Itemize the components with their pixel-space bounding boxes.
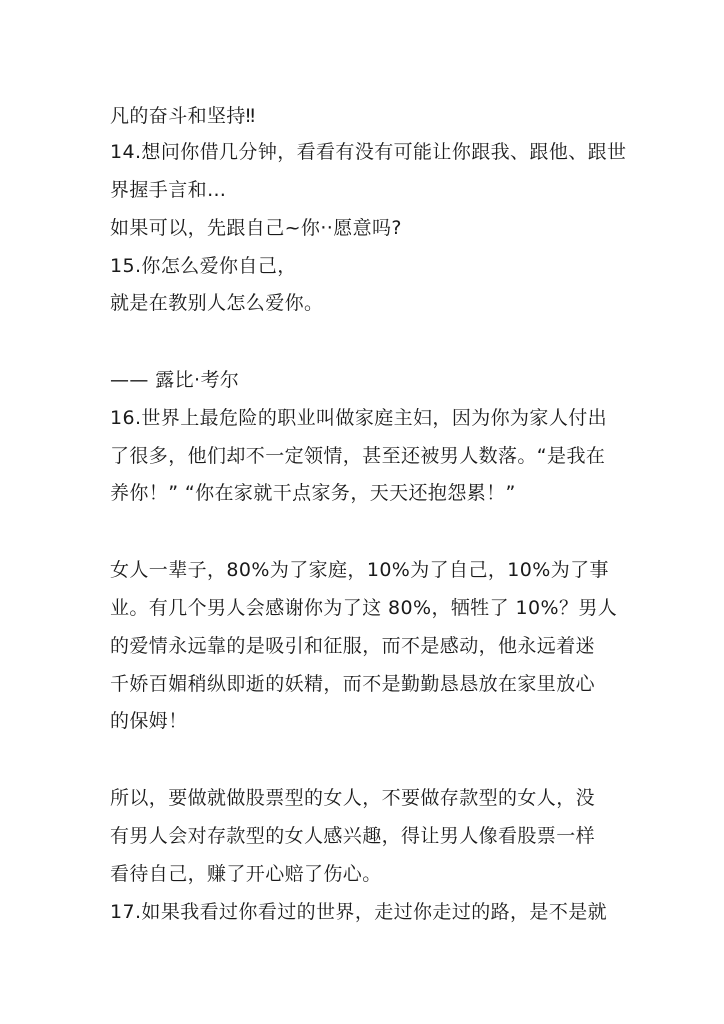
text-line: 业。有几个男人会感谢你为了这 80%，牺牲了 10%？男人 bbox=[110, 597, 618, 619]
text-line: 16.世界上最危险的职业叫做家庭主妇，因为你为家人付出 bbox=[110, 407, 608, 429]
text-line: 的保姆！ bbox=[110, 710, 188, 732]
text-line: 14.想问你借几分钟，看看有没有可能让你跟我、跟他、跟世 bbox=[110, 141, 627, 163]
text-line: 17.如果我看过你看过的世界，走过你走过的路，是不是就 bbox=[110, 901, 608, 923]
text-line: 凡的奋斗和坚持‼ bbox=[110, 105, 256, 127]
text-line: 就是在教别人怎么爱你。 bbox=[110, 292, 324, 314]
text-line: 的爱情永远靠的是吸引和征服，而不是感动，他永远着迷 bbox=[110, 635, 596, 657]
text-line: 养你！” “你在家就干点家务，天天还抱怨累！” bbox=[110, 482, 516, 504]
text-line: 了很多，他们却不一定领情，甚至还被男人数落。“是我在 bbox=[110, 445, 606, 467]
text-line: 15.你怎么爱你自己， bbox=[110, 255, 297, 277]
text-line: 女人一辈子，80%为了家庭，10%为了自己，10%为了事 bbox=[110, 559, 609, 581]
text-line: 看待自己，赚了开心赔了伤心。 bbox=[110, 863, 382, 885]
quote-attribution: —— 露比·考尔 bbox=[110, 369, 240, 391]
text-line: 界握手言和… bbox=[110, 179, 227, 201]
text-line: 如果可以，先跟自己~你··愿意吗? bbox=[110, 217, 402, 239]
text-line: 有男人会对存款型的女人感兴趣，得让男人像看股票一样 bbox=[110, 825, 596, 847]
text-line: 所以，要做就做股票型的女人，不要做存款型的女人，没 bbox=[110, 787, 596, 809]
text-line: 千娇百媚稍纵即逝的妖精，而不是勤勤恳恳放在家里放心 bbox=[110, 673, 596, 695]
